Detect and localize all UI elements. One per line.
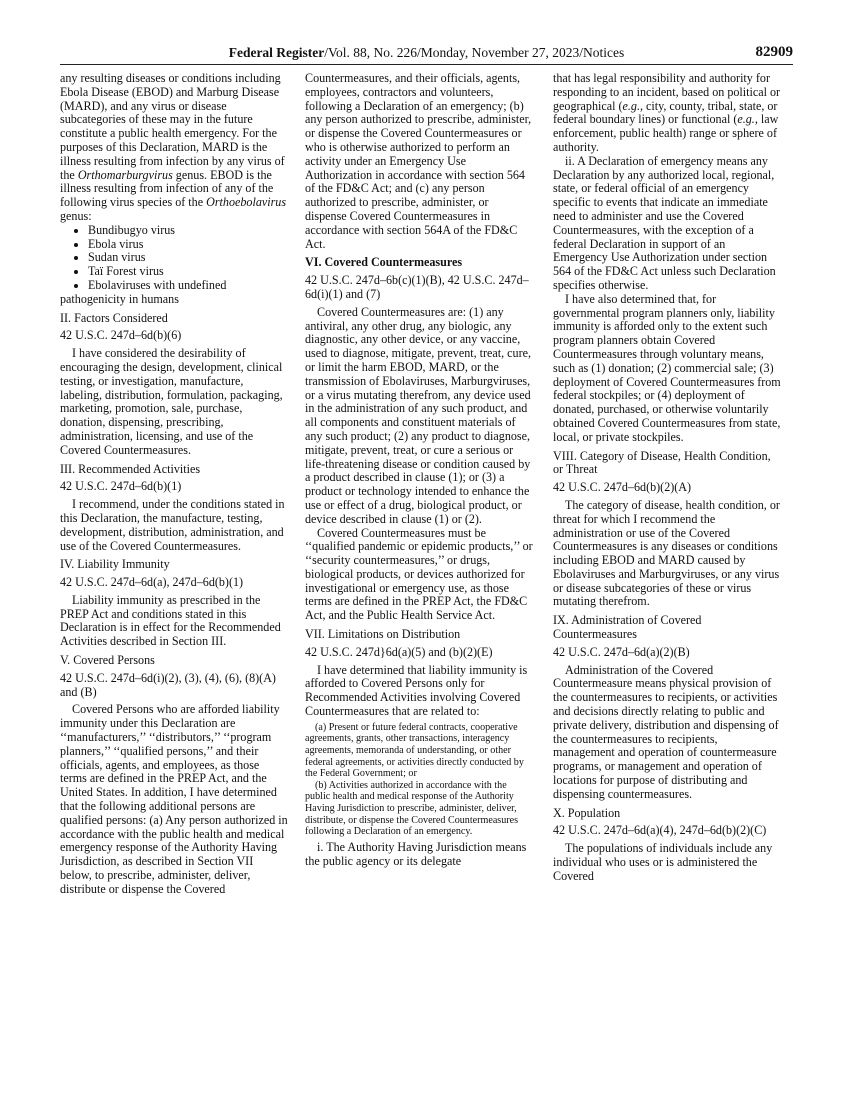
- section-heading: X. Population: [553, 805, 621, 820]
- body-paragraph: Countermeasures, and their officials, agents, employees, contractors and volunteers, following a Declaration of an emergency; (b) any person authorized to prescribe, administer, or dispense the Covered Countermeasures or who is otherwise authorized to perform an activity under an Emergency Use Authorization in accordance with section 564 of the FD&C Act; and (c) any person authorized to prescribe, administer, or dispense Covered Countermeasures in accordance with section 564A of the FD&C Act.: [305, 71, 532, 251]
- virus-list: [60, 224, 288, 293]
- column-2: [305, 72, 533, 868]
- small-print-paragraph: (a) Present or future federal contracts, cooperative agreements, grants, other transactions, interagency agreements, memoranda of understanding, or other federal agreements, or activities directly conducted by the Federal Government; or: [305, 721, 524, 780]
- list-item: • Sudan virus: [88, 251, 288, 265]
- genus-name: Orthoebolavirus: [206, 195, 287, 210]
- body-paragraph: that has legal responsibility and authority for responding to an incident, based on political or geographical (e.g., city, county, tribal, state, or federal boundary lines) or functional (e.g., law enforcement, public health) range or sphere of authority.: [553, 71, 781, 154]
- statute-citation: 42 U.S.C. 247d–6d(b)(1): [60, 479, 182, 494]
- list-item-continuation: pathogenicity in humans: [60, 291, 179, 306]
- genus-name: Orthomarburgvirus: [77, 167, 173, 182]
- statute-citation: 42 U.S.C. 247d–6d(a)(2)(B): [553, 644, 690, 659]
- body-paragraph: The populations of individuals include any individual who uses or is administered the Covered: [553, 841, 773, 883]
- list-item: • Ebolaviruses with undefined: [88, 279, 288, 293]
- statute-citation: 42 U.S.C. 247d–6d(a)(4), 247d–6d(b)(2)(C): [553, 823, 767, 838]
- column-1: [60, 72, 288, 897]
- body-paragraph: The category of disease, health condition, or threat for which I recommend the administration or use of the Covered Countermeasures is any diseases or conditions including EBOD and MARD caused by Ebolaviruses and Marburgviruses, or any virus or disease subcategories of these or virus mutating therefrom.: [553, 497, 780, 609]
- body-paragraph: Covered Countermeasures are: (1) any antiviral, any other drug, any biologic, any diagnostic, any other device, or any vaccine, used to diagnose, mitigate, prevent, treat, cure, or limit the harm EBOD, MARD, or the transmission of Ebolaviruses, Marburgviruses, or a virus mutating therefrom, any device used in the administration of any such product, and all components and constituent materials of any such product; (2) any product to diagnose, mitigate, prevent, treat, or cure a serious or life-threatening disease or condition caused by a product described in clause (1); or (3) a product or technology intended to enhance the use or effect of a drug, biological product, or device described in clause (1) or (2).: [305, 304, 532, 526]
- page-header: [60, 44, 793, 65]
- journal-name: Federal Register: [228, 45, 325, 60]
- statute-citation: 42 U.S.C. 247d–6d(a), 247d–6d(b)(1): [60, 575, 244, 590]
- body-paragraph: I have also determined that, for governmental program planners only, liability immunity is afforded only to the extent such program planners obtain Covered Countermeasures through voluntary means, such as (1) donation; (2) commercial sale; (3) deployment of Covered Countermeasures from federal stockpiles; or (4) deployment of donated, purchased, or otherwise voluntarily obtained Covered Countermeasures from state, local, or private stockpiles.: [553, 291, 781, 444]
- body-paragraph: ii. A Declaration of emergency means any Declaration by any authorized local, regional, state, or federal official of an emergency specific to events that indicate an immediate need to administer and use the Covered Countermeasures, with the exception of a federal Declaration in support of an Emergency Use Authorization under section 564 of the FD&C Act unless such Declaration specifies otherwise.: [553, 153, 776, 292]
- section-heading: IV. Liability Immunity: [60, 557, 170, 572]
- list-item: • Ebola virus: [88, 238, 288, 252]
- body-paragraph: Administration of the Covered Countermeasure means physical provision of the countermeasures to recipients, or activities and decisions directly relating to public and private delivery, distribution and dispensing of the countermeasures to recipients, management and operation of countermeasure programs, or management and operation of locations for purpose of distributing and dispensing countermeasures.: [553, 662, 779, 801]
- header-citation: [60, 45, 793, 61]
- issue-details: /Vol. 88, No. 226/Monday, November 27, 2023/Notices: [324, 45, 625, 60]
- statute-citation: 42 U.S.C. 247d–6d(b)(6): [60, 328, 182, 343]
- list-item: • Bundibugyo virus: [88, 224, 288, 238]
- small-print-paragraph: (b) Activities authorized in accordance with the public health and medical response of the Authority Having Jurisdiction to prescribe, administer, deliver, distribute, or dispense the Covered Countermeasures following a Declaration of an emergency.: [305, 779, 519, 838]
- statute-citation: 42 U.S.C. 247d}6d(a)(5) and (b)(2)(E): [305, 644, 493, 659]
- statute-citation: 42 U.S.C. 247d–6b(c)(1)(B), 42 U.S.C. 247d–6d(i)(1) and (7): [305, 273, 529, 301]
- section-heading: VI. Covered Countermeasures: [305, 255, 463, 270]
- list-item: • Taï Forest virus: [88, 265, 288, 279]
- intro-paragraph: any resulting diseases or conditions including Ebola Disease (EBOD) and Marburg Disease (MARD), and any virus or disease subcategories of these may in the future constitute a public health emergency. For the purposes of this Declaration, MARD is the illness resulting from infection by any virus of the Orthomarburgvirus genus. EBOD is the illness resulting from infection of any of the following virus species of the Orthoebolavirus genus:: [60, 71, 287, 223]
- section-heading: III. Recommended Activities: [60, 461, 201, 476]
- body-paragraph: Covered Countermeasures must be ‘‘qualified pandemic or epidemic products,’’ or ‘‘security countermeasures,’’ or drugs, biological products, or devices authorized for investigational or emergency use, as those terms are defined in the PREP Act, the FD&C Act, and the Public Health Service Act.: [305, 525, 533, 623]
- body-paragraph: I have determined that liability immunity is afforded to Covered Persons only for Recommended Activities involving Covered Countermeasures that are related to:: [305, 662, 528, 719]
- column-3: [553, 72, 781, 884]
- body-paragraph: Liability immunity as prescribed in the PREP Act and conditions stated in this Declaration is in effect for the Recommended Activities described in Section III.: [60, 592, 281, 649]
- section-heading: II. Factors Considered: [60, 310, 168, 325]
- statute-citation: 42 U.S.C. 247d–6d(b)(2)(A): [553, 480, 692, 495]
- section-heading: VIII. Category of Disease, Health Condition, or Threat: [553, 448, 771, 477]
- section-heading: IX. Administration of Covered Countermeasures: [553, 613, 702, 642]
- page-number: 82909: [755, 44, 793, 60]
- body-paragraph: Covered Persons who are afforded liability immunity under this Declaration are ‘‘manufacturers,’’ ‘‘distributors,’’ ‘‘program planners,’’ ‘‘qualified persons,’’ and their officials, agents, and employees, as those terms are defined in the PREP Act, and the United States. In addition, I have determined that the following additional persons are qualified persons: (a) Any person authorized in accordance with the public health and medical emergency response of the Authority Having Jurisdiction, as described in Section VII below, to prescribe, administer, deliver, distribute or dispense the Covered: [60, 702, 288, 896]
- body-paragraph: I recommend, under the conditions stated in this Declaration, the manufacture, testing, development, distribution, administration, and use of the Covered Countermeasures.: [60, 497, 285, 553]
- section-heading: VII. Limitations on Distribution: [305, 627, 461, 642]
- body-paragraph: i. The Authority Having Jurisdiction means the public agency or its delegate: [305, 839, 527, 868]
- section-heading: V. Covered Persons: [60, 653, 155, 668]
- statute-citation: 42 U.S.C. 247d–6d(i)(2), (3), (4), (6), (8)(A) and (B): [60, 670, 276, 699]
- body-paragraph: I have considered the desirability of encouraging the design, development, clinical testing, or investigation, manufacture, labeling, distribution, formulation, packaging, marketing, promotion, sale, purchase, donation, dispensing, prescribing, administration, licensing, and use of the Covered Countermeasures.: [60, 346, 283, 457]
